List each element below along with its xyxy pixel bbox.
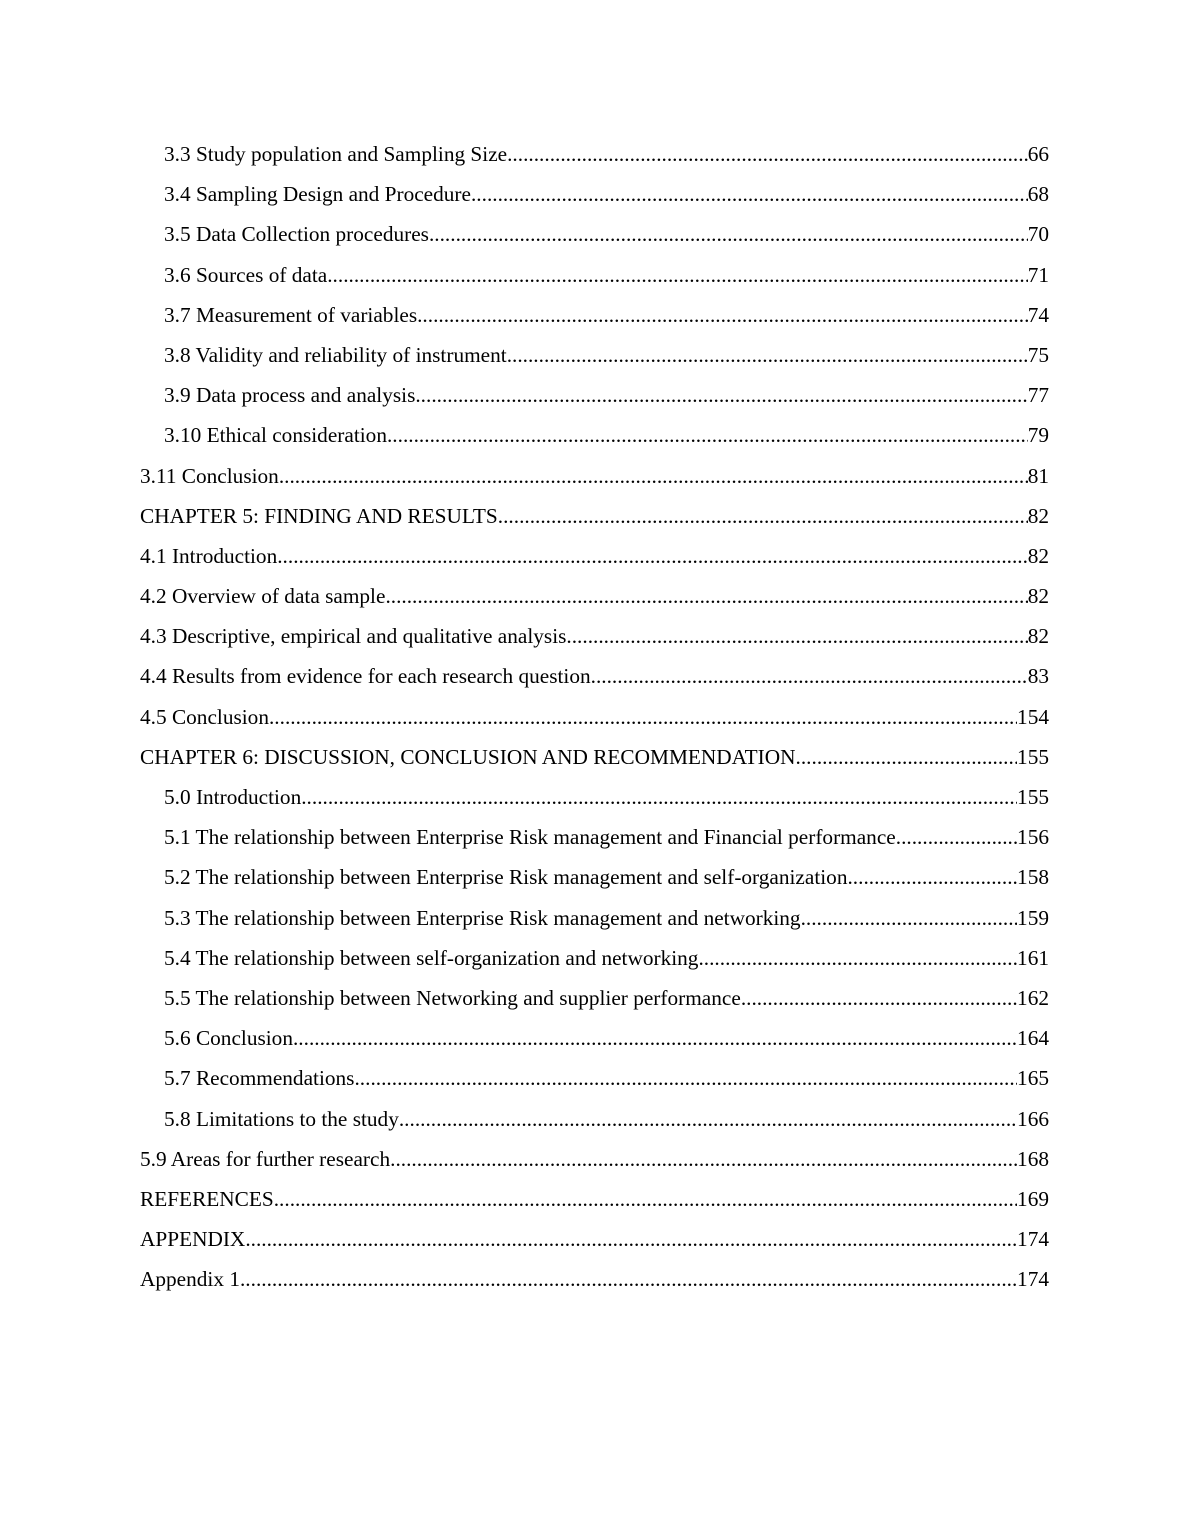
- toc-dot-leader: [741, 978, 1017, 1018]
- toc-entry-page-number: 174: [1017, 1227, 1049, 1252]
- toc-entry-title: 5.4 The relationship between self-organization and networking: [164, 945, 699, 970]
- toc-entry[interactable]: [140, 496, 1049, 536]
- toc-entry[interactable]: [140, 817, 1049, 857]
- toc-entry-title: 4.1 Introduction: [140, 543, 278, 568]
- toc-dot-leader: [847, 857, 1017, 897]
- toc-entry[interactable]: [140, 857, 1049, 897]
- toc-entry-page-number: 81: [1027, 463, 1049, 488]
- toc-dot-leader: [896, 817, 1017, 857]
- toc-entry-title: 4.2 Overview of data sample: [140, 584, 386, 609]
- toc-entry-title: 5.8 Limitations to the study: [164, 1106, 399, 1131]
- toc-entry-title: 5.2 The relationship between Enterprise Risk management and self-organization: [164, 865, 848, 890]
- toc-entry-page-number: 155: [1017, 785, 1049, 809]
- toc-entry-title: 5.7 Recommendations: [164, 1066, 355, 1091]
- toc-entry[interactable]: [140, 1058, 1049, 1098]
- toc-entry-page-number: 79: [1027, 423, 1049, 448]
- toc-entry-title: CHAPTER 5: FINDING AND RESULTS: [140, 503, 498, 528]
- toc-entry-title: 5.1 The relationship between Enterprise Risk management and Financial performance: [164, 825, 896, 850]
- toc-entry[interactable]: [140, 536, 1049, 576]
- toc-entry-title: 3.4 Sampling Design and Procedure: [164, 182, 471, 207]
- toc-entry-title: 4.4 Results from evidence for each research question: [140, 664, 591, 689]
- toc-entry-title: 5.6 Conclusion: [164, 1026, 293, 1051]
- toc-dot-leader: [293, 1018, 1017, 1058]
- toc-dot-leader: [385, 576, 1027, 616]
- toc-entry-title: 3.10 Ethical consideration: [164, 423, 387, 448]
- toc-entry-title: 5.3 The relationship between Enterprise Risk management and networking: [164, 905, 801, 930]
- toc-entry[interactable]: [140, 214, 1049, 254]
- toc-dot-leader: [507, 134, 1028, 174]
- toc-entry[interactable]: [140, 1018, 1049, 1058]
- toc-entry[interactable]: [140, 697, 1049, 737]
- toc-entry[interactable]: [140, 616, 1049, 656]
- toc-dot-leader: [566, 616, 1027, 656]
- toc-entry-title: 3.9 Data process and analysis: [164, 383, 416, 408]
- toc-entry-page-number: 74: [1027, 302, 1049, 327]
- toc-entry[interactable]: [140, 656, 1049, 696]
- toc-dot-leader: [591, 656, 1028, 696]
- toc-dot-leader: [240, 1259, 1017, 1299]
- toc-entry-page-number: 82: [1027, 584, 1049, 609]
- toc-entry-title: 5.9 Areas for further research: [140, 1146, 391, 1171]
- toc-entry[interactable]: [140, 1179, 1049, 1219]
- toc-entry-page-number: 174: [1017, 1267, 1049, 1292]
- toc-entry-page-number: 77: [1027, 383, 1049, 408]
- toc-entry-title: 3.5 Data Collection procedures: [164, 222, 429, 247]
- toc-entry-page-number: 168: [1017, 1146, 1049, 1171]
- toc-dot-leader: [274, 1179, 1017, 1219]
- toc-entry[interactable]: [140, 1219, 1049, 1259]
- toc-dot-leader: [327, 255, 1027, 295]
- toc-entry-title: 3.3 Study population and Sampling Size: [164, 142, 508, 166]
- toc-entry-title: Appendix 1: [140, 1267, 240, 1292]
- toc-entry-title: 4.3 Descriptive, empirical and qualitative analysis: [140, 624, 567, 649]
- toc-dot-leader: [387, 415, 1028, 455]
- toc-entry-page-number: 158: [1017, 865, 1049, 890]
- toc-entry[interactable]: [140, 938, 1049, 978]
- toc-entry-page-number: 166: [1017, 1106, 1049, 1131]
- table-of-contents: [140, 134, 1049, 1299]
- toc-dot-leader: [498, 496, 1028, 536]
- toc-entry-page-number: 155: [1017, 744, 1049, 769]
- toc-entry[interactable]: [140, 375, 1049, 415]
- toc-dot-leader: [507, 335, 1028, 375]
- toc-dot-leader: [269, 697, 1017, 737]
- toc-entry-page-number: 154: [1017, 704, 1049, 729]
- toc-entry-page-number: 169: [1017, 1186, 1049, 1211]
- toc-entry-title: APPENDIX: [140, 1227, 246, 1252]
- toc-entry-page-number: 161: [1017, 945, 1049, 970]
- toc-entry-page-number: 164: [1017, 1026, 1049, 1051]
- toc-dot-leader: [390, 1139, 1017, 1179]
- toc-entry[interactable]: [140, 456, 1049, 496]
- toc-dot-leader: [399, 1099, 1017, 1139]
- toc-entry-page-number: 70: [1027, 222, 1049, 247]
- toc-entry-title: 3.11 Conclusion: [140, 463, 279, 488]
- toc-dot-leader: [279, 456, 1028, 496]
- toc-entry-title: 4.5 Conclusion: [140, 704, 269, 729]
- toc-entry-title: 5.0 Introduction: [164, 785, 302, 809]
- toc-entry-page-number: 82: [1027, 543, 1049, 568]
- toc-dot-leader: [415, 375, 1027, 415]
- toc-entry-page-number: 68: [1027, 182, 1049, 207]
- toc-entry[interactable]: [140, 737, 1049, 777]
- toc-entry[interactable]: [140, 898, 1049, 938]
- toc-entry-page-number: 162: [1017, 985, 1049, 1010]
- toc-entry-page-number: 82: [1027, 503, 1049, 528]
- toc-entry[interactable]: [140, 415, 1049, 455]
- toc-dot-leader: [801, 898, 1017, 938]
- toc-entry-page-number: 75: [1027, 342, 1049, 367]
- toc-dot-leader: [277, 536, 1027, 576]
- toc-entry[interactable]: [140, 1099, 1049, 1139]
- toc-entry[interactable]: [140, 295, 1049, 335]
- toc-dot-leader: [354, 1058, 1017, 1098]
- toc-entry-page-number: 165: [1017, 1066, 1049, 1091]
- toc-entry[interactable]: [140, 777, 1049, 817]
- toc-entry-page-number: 71: [1027, 262, 1049, 287]
- toc-entry[interactable]: [140, 1259, 1049, 1299]
- toc-entry[interactable]: [140, 1139, 1049, 1179]
- toc-dot-leader: [698, 938, 1017, 978]
- toc-entry-title: CHAPTER 6: DISCUSSION, CONCLUSION AND RECOMMENDATION: [140, 744, 796, 769]
- toc-dot-leader: [417, 295, 1028, 335]
- toc-entry-page-number: 156: [1017, 825, 1049, 850]
- toc-entry[interactable]: [140, 335, 1049, 375]
- toc-entry[interactable]: [140, 255, 1049, 295]
- toc-entry-page-number: 82: [1027, 624, 1049, 649]
- toc-entry-title: 5.5 The relationship between Networking and supplier performance: [164, 985, 741, 1010]
- toc-dot-leader: [429, 214, 1028, 254]
- toc-dot-leader: [796, 737, 1018, 777]
- toc-entry-page-number: 66: [1027, 142, 1049, 166]
- toc-dot-leader: [245, 1219, 1017, 1259]
- toc-entry-page-number: 159: [1017, 905, 1049, 930]
- toc-entry[interactable]: [140, 978, 1049, 1018]
- toc-entry-title: 3.7 Measurement of variables: [164, 302, 418, 327]
- toc-entry[interactable]: [140, 576, 1049, 616]
- toc-entry[interactable]: [140, 174, 1049, 214]
- toc-entry[interactable]: [140, 134, 1049, 174]
- toc-entry-title: REFERENCES: [140, 1186, 274, 1211]
- toc-dot-leader: [301, 777, 1017, 817]
- toc-entry-title: 3.8 Validity and reliability of instrument: [164, 342, 507, 367]
- toc-entry-page-number: 83: [1027, 664, 1049, 689]
- toc-dot-leader: [471, 174, 1028, 214]
- toc-entry-title: 3.6 Sources of data: [164, 262, 328, 287]
